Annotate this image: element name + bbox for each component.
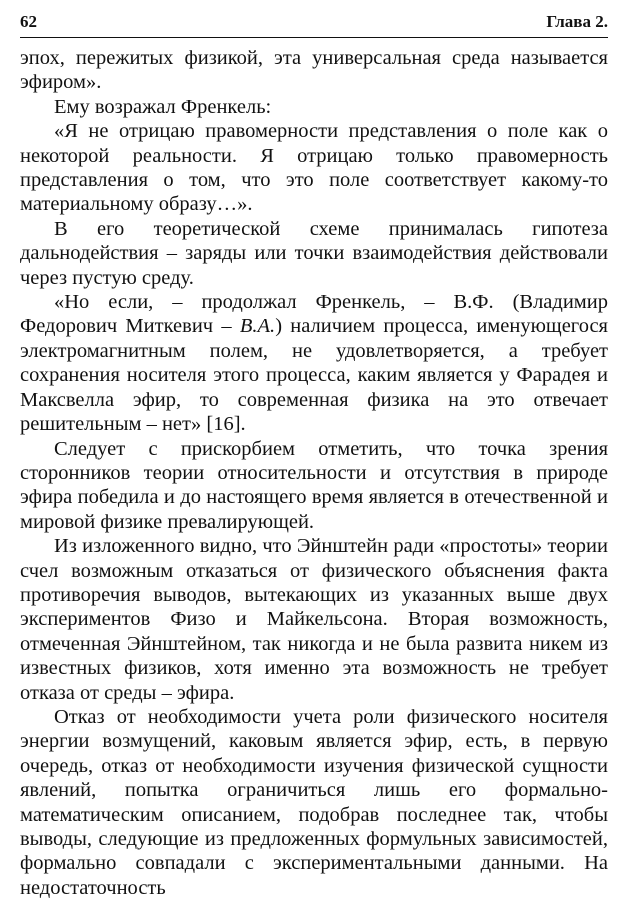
running-header	[20, 8, 608, 32]
chapter-title: Глава 2.	[546, 12, 608, 31]
quote-text-after: ) наличием процесса, именующегося электромагнитным полем, не удовлетворяется, а требует сохранения носителя этого процесса, каким является у Фарадея и Максвелла эфир, то современная физика на это отвечает решительным – нет» [16].	[20, 315, 608, 436]
paragraph: В его теоретической схеме принималась гипотеза дальнодействия – заряды или точки взаимодействия действовали через пустую среду.	[20, 217, 608, 289]
paragraph: Следует с прискорбием отметить, что точка зрения сторонников теории относительности и отсутствия в природе эфира победила и до настоящего время является в отечественной и мировой физике превалирующей.	[20, 437, 608, 533]
page-number: 62	[20, 12, 37, 31]
header-divider	[20, 37, 608, 38]
paragraph-quote	[20, 290, 608, 436]
quote-text-before: «Но если, – продолжал Френкель, – В.Ф. (Владимир Федорович Миткевич –	[20, 291, 608, 338]
paragraph: Ему возражал Френкель:	[54, 95, 272, 118]
author-initials: В.А.	[239, 315, 276, 338]
paragraph-continuation: эпох, пережитых физикой, эта универсальная среда называется эфиром».	[20, 47, 608, 94]
main-text	[20, 46, 608, 900]
paragraph: Отказ от необходимости учета роли физического носителя энергии возмущений, каковым является эфир, есть, в первую очередь, отказ от необходимости изучения физической сущности явлений, попытка ограничиться лишь его формально-математическим описанием, подобрав последнее так, чтобы выводы, следующие из предложенных формульных зависимостей, формально совпадали с экспериментальными данными. На недостаточность	[20, 705, 608, 899]
paragraph-quote: «Я не отрицаю правомерности представления о поле как о некоторой реальности. Я отрицаю только правомерность представления о том, что это поле соответствует какому-то материальному образу…».	[20, 120, 608, 216]
paragraph: Из изложенного видно, что Эйнштейн ради «простоты» теории счел возможным отказаться от физического объяснения факта противоречия выводов, вытекающих из указанных выше двух экспериментов Физо и Майкельсона. Вторая возможность, отмеченная Эйнштейном, так никогда и не была развита никем из известных физиков, хотя именно эта возможность не требует отказа от среды – эфира.	[20, 535, 608, 704]
